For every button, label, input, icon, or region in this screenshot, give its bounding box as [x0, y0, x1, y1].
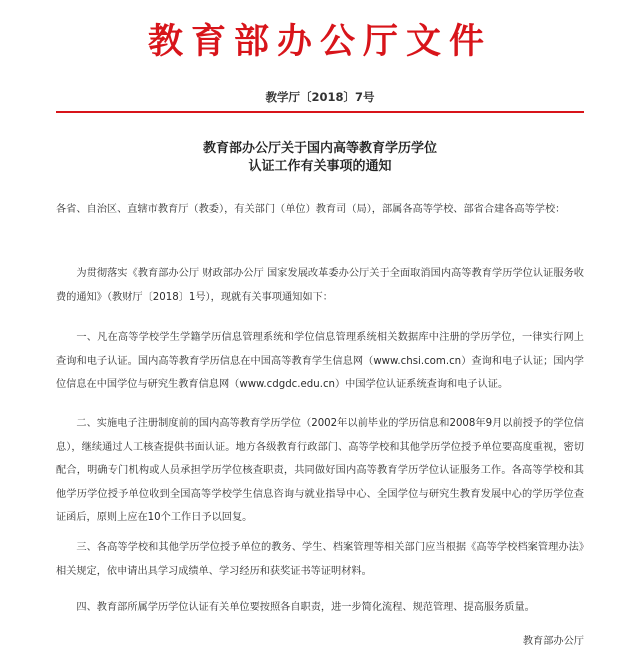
- notice-title-line-1: 教育部办公厅关于国内高等教育学历学位: [202, 141, 437, 156]
- document-header-title: 教育部办公厅文件: [147, 21, 492, 62]
- item-3-paragraph: 三、各高等学校和其他学历学位授予单位的教务、学生、档案管理等相关部门应当根据《高等学校档案管理办法》相关规定，依申请出具学习成绩单、学习经历和获奖证书等证明材料。: [56, 542, 584, 577]
- notice-title-line-2: 认证工作有关事项的通知: [248, 159, 392, 174]
- item-4-paragraph: 四、教育部所属学历学位认证有关单位要按照各自职责，进一步简化流程、规范管理、提高服务质量。: [76, 602, 535, 613]
- document-number: 教学厅〔2018〕7号: [265, 90, 375, 104]
- notice-title: [0, 140, 640, 176]
- signature: 教育部办公厅: [522, 636, 584, 647]
- red-divider-line: [56, 111, 584, 113]
- item-2-paragraph: 二、实施电子注册制度前的国内高等教育学历学位（2002年以前毕业的学历信息和2008年9月以前授予的学位信息），继续通过人工核查提供书面认证。地方各级教育行政部门、高等学校和其他学历学位授予单位要高度重视，密切配合，明确专门机构或人员承担学历学位核查职责，共同做好国内高等教育学历学位认证服务工作。各高等学校和其他学历学位授予单位收到全国高等学校学生信息咨询与就业指导中心、全国学位与研究生教育发展中心的学历学位查证函后，原则上应在10个工作日予以回复。: [56, 418, 584, 523]
- intro-paragraph: 为贯彻落实《教育部办公厅 财政部办公厅 国家发展改革委办公厅关于全面取消国内高等教育学历学位认证服务收费的通知》（教财厅〔2018〕1号），现就有关事项通知如下：: [56, 268, 584, 303]
- item-1-paragraph: 一、凡在高等学校学生学籍学历信息管理系统和学位信息管理系统相关数据库中注册的学历学位，一律实行网上查询和电子认证。国内高等教育学历信息在中国高等教育学生信息网（www.chsi.com.cn）查询和电子认证；国内学位信息在中国学位与研究生教育信息网（www.cdgdc.edu.cn）中国学位认证系统查询和电子认证。: [56, 332, 584, 390]
- addressee-paragraph: 各省、自治区、直辖市教育厅（教委），有关部门（单位）教育司（局），部属各高等学校、部省合建各高等学校：: [56, 204, 566, 215]
